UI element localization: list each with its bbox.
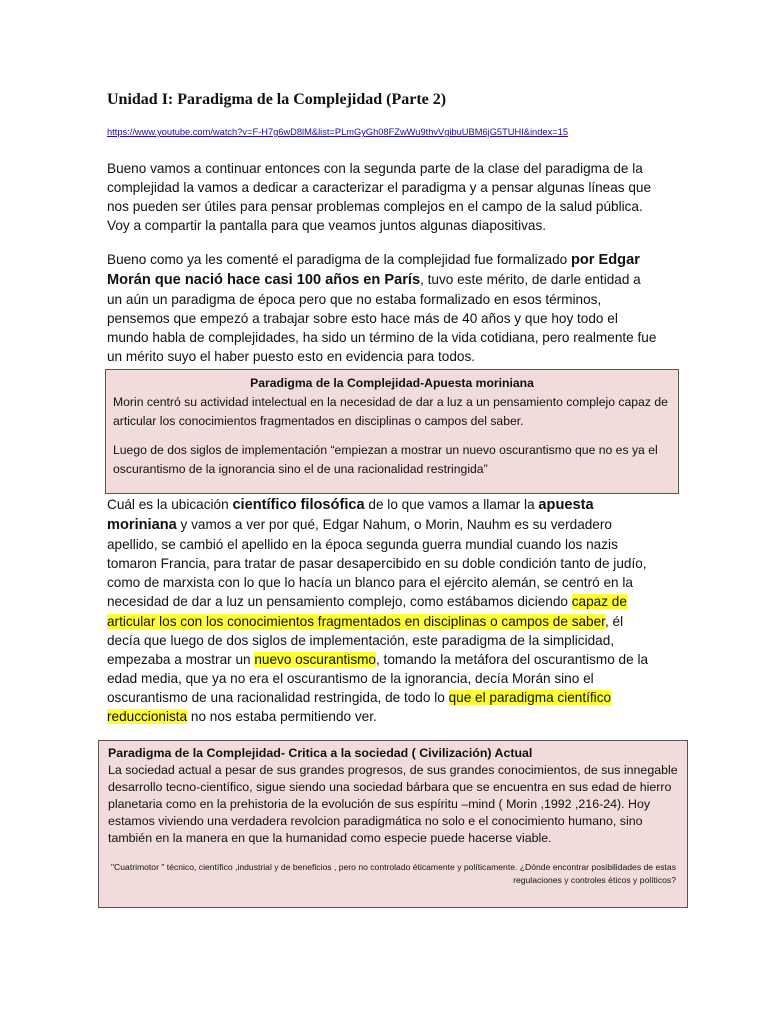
box-apuesta-moriniana: [105, 369, 679, 494]
paragraph-intro-text: Bueno vamos a continuar entonces con la segunda parte de la clase del paradigma de la complejidad la vamos a dedicar a caracterizar el paradigma y a pensar algunas líneas que nos pueden ser útiles para pensar problemas complejos en el campo de la salud pública. Voy a compartir la pantalla para que veamos juntos algunas diapositivas.: [107, 161, 652, 234]
paragraph-morin-text: [107, 250, 659, 367]
paragraph-intro: [107, 159, 659, 235]
box-critica-note: "Cuatrimotor " técnico, científico ,industrial y de beneficios , pero no controlado éticamente y políticamente. ¿Dónde encontrar posibilidades de estas regulaciones y controles éticos y políticos?: [111, 862, 676, 885]
ubicacion-bold2: apuesta moriniana: [107, 497, 594, 534]
box-apuesta-text1: Morin centró su actividad intelectual en la necesidad de dar a luz a un pensamiento complejo capaz de articular los conocimientos fragmentados en disciplinas o campos del saber.: [113, 395, 668, 428]
ubicacion-t2: de lo que vamos a llamar la: [364, 497, 539, 512]
youtube-link[interactable]: https://www.youtube.com/watch?v=F-H7g6wD8lM&list=PLmGyGh08FZwWu9thvVgibuUBM6jG5TUHI&index=15: [107, 127, 568, 137]
ubicacion-t6: no nos estaba permitiendo ver.: [187, 709, 377, 725]
ubicacion-t1: Cuál es la ubicación: [107, 497, 233, 512]
ubicacion-highlight2: nuevo oscurantismo: [254, 651, 376, 667]
paragraph-ubicacion-text: [107, 495, 659, 726]
paragraph-morin-t2: , tuvo este mérito, de darle entidad a un aún un paradigma de época pero que no estaba formalizado en esos términos, pensemos que empezó a trabajar sobre esto hace más de 40 años y que hoy todo el mundo habla de complejidades, ha sido un término de la vida cotidiana, pero realmente fue un mérito suyo el haber puesto esto en evidencia para todos.: [107, 272, 657, 365]
ubicacion-bold1: científico filosófica: [232, 497, 365, 513]
box-apuesta-title: Paradigma de la Complejidad-Apuesta moriniana: [250, 376, 534, 390]
ubicacion-highlight1: capaz de articular los con los conocimientos fragmentados en disciplinas o campos de saber: [107, 594, 627, 629]
box-critica-title: Paradigma de la Complejidad- Critica a la sociedad ( Civilización) Actual: [108, 746, 533, 760]
ubicacion-t4: , él decía que luego de dos siglos de implementación, este paradigma de la simplicidad, empezaba a mostrar un: [107, 613, 624, 667]
box-apuesta-text2: Luego de dos siglos de implementación “empiezan a mostrar un nuevo oscurantismo que no es ya el oscurantismo de la ignorancia sino el de una racionalidad restringida”: [113, 443, 658, 476]
paragraph-morin-t1: Bueno como ya les comenté el paradigma de la complejidad fue formalizado: [107, 252, 571, 267]
ubicacion-t3: y vamos a ver por qué, Edgar Nahum, o Morin, Nauhm es su verdadero apellido, se cambió el apellido en la época segunda guerra mundial cuando los nazis tomaron Francia, para tratar de pasar desapercibido en su doble condición tanto de judío, como de marxista con lo que lo hacía un blanco para el ejército alemán, se centró en la necesidad de dar a luz un pensamiento complejo, como estábamos diciendo: [107, 517, 647, 610]
document-title: Unidad I: Paradigma de la Complejidad (Parte 2): [107, 91, 447, 108]
box-critica-text: La sociedad actual a pesar de sus grandes progresos, de sus grandes conocimientos, de sus innegable desarrollo tecno-científico, sigue siendo una sociedad bárbara que se encuentra en sus edad de hierro planetaria como en la prehistoria de la evolución de sus espíritu –mind ( Morin ,1992 ,216-24). Hoy estamos viviendo una verdadera revolcion paradigmática no solo e el conocimiento humano, sino también en la manera en que la humanidad como especie puede hacerse viable.: [108, 763, 678, 845]
ubicacion-highlight3: que el paradigma científico reduccionista: [107, 689, 612, 725]
paragraph-morin-bold: por Edgar Morán que nació hace casi 100 años en París: [107, 252, 640, 289]
paragraph-ubicacion: [107, 495, 659, 726]
ubicacion-t5: , tomando la metáfora del oscurantismo de la edad media, que ya no era el oscurantismo de la ignorancia, decía Morán sino el oscurantismo de una racionalidad restringida, de todo lo: [107, 651, 649, 705]
box-critica-sociedad: [98, 740, 688, 908]
paragraph-morin: [107, 250, 659, 367]
